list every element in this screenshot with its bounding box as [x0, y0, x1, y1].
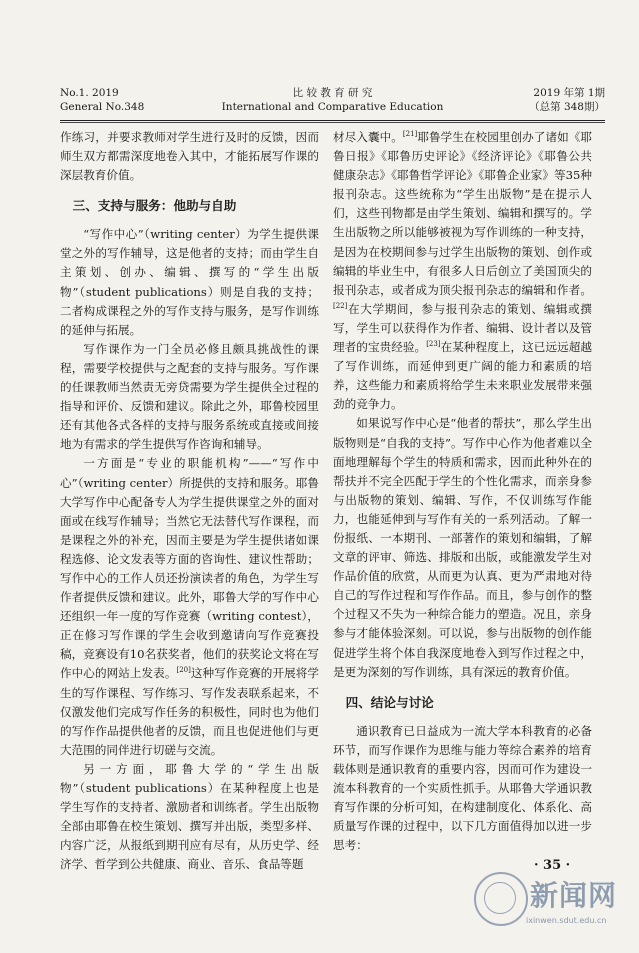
journal-title-en: International and Comparative Education	[221, 101, 444, 113]
text-run: 在大学期间，参与报刊杂志的策划、编辑或撰写，学生可以获得作为作者、编辑、设计者以及管理者的宝贵经验。	[333, 301, 592, 355]
watermark	[474, 868, 634, 948]
text-run: 一方面是“专业的职能机构”——“写作中心”（writing center）所提供的支持和服务。耶鲁大学写作中心配备专人为学生提供课堂之外的面对面或在线写作辅导；当然它无法替代写作课程，而是课程之外的补充，因而主要是为学生提供诸如课程选修、论文发表等方面的咨询性、建议性帮助；写作中心的工作人员还扮演读者的角色，为学生写作者提供反馈和建议。此外，耶鲁大学的写作中心还组织一年一度的写作竞赛（writing contest），正在修习写作课的学生会收到邀请向写作竞赛投稿，竞赛设有10名获奖者，他们的获奖论文将在写作中心的网站上发表。	[60, 456, 319, 681]
left-column	[60, 128, 319, 874]
citation-ref: [21]	[402, 130, 418, 139]
paragraph: 另一方面，耶鲁大学的“学生出版物”（student publications）在某种程度上也是学生写作的支持者、激励者和训练者。学生出版物全部由耶鲁在校生策划、撰写并出版，类型多样、内容广泛，从报纸到期刊应有尽有，从历史学、经济学、哲学到公共健康、商业、音乐、食品等题	[60, 761, 319, 872]
paragraph: 通识教育已日益成为一流大学本科教育的必备环节，而写作课作为思维与能力等综合素养的培育载体则是通识教育的重要内容，因而可作为建设一流本科教育的一个实质性抓手。从耶鲁大学通识教育写作课的分析可知，在构建制度化、体系化、高质量写作课的过程中，以下几方面值得加以进一步思考：	[333, 723, 592, 853]
header-rule-thin	[60, 122, 605, 123]
header-center	[60, 86, 605, 114]
section-heading-4: 四、结论与讨论	[345, 694, 434, 710]
text-run: 这种写作竞赛的开展将学生的写作课程、写作练习、写作发表联系起来，不仅激发他们完成写作任务的积极性，同时也为他们的写作作品提供他者的反馈，而且也促进他们与更大范围的同伴进行切磋与交流。	[60, 666, 319, 757]
page-number: · 35 ·	[534, 858, 571, 873]
university-seal-icon	[474, 872, 528, 926]
journal-title-cn: 比 较 教 育 研 究	[292, 87, 373, 99]
general-cn: （总第 348期）	[529, 101, 605, 113]
text-run: 在某种程度上，这已远远超越了写作训练，而延伸到更广阔的能力和素质的培养，这些能力和素质将给学生未来职业发展带来强劲的竞争力。	[333, 340, 592, 412]
citation-ref: [20]	[176, 666, 191, 675]
issue-cn: 2019 年第 1期	[533, 87, 605, 99]
citation-ref: [23]	[426, 340, 441, 349]
page-header	[60, 86, 605, 120]
paragraph: 如果说写作中心是“他者的帮扶”，那么学生出版物则是“自我的支持”。写作中心作为他者难以全面地理解每个学生的特质和需求，因而此种外在的帮扶并不完全匹配于学生的个性化需求，而亲身参与出版物的策划、编辑、写作，不仅训练写作能力，也能延伸到与写作有关的一系列活动。了解一份报纸、一本期刊、一部著作的策划和编辑，了解文章的评审、筛选、排版和出版，或能激发学生对作品价值的欣赏，从而更为认真、更为严肃地对待自己的写作过程和写作作品。而且，参与创作的整个过程又不失为一种综合能力的塑造。况且，亲身参与才能体验深刻。可以说，参与出版物的创作能促进学生将个体自我深度地卷入到写作过程之中，是更为深刻的写作训练，具有深远的教育价值。	[333, 416, 592, 679]
paragraph: “写作中心”（writing center）为学生提供课堂之外的写作辅导，这是他者的支持；而由学生自主策划、创办、编辑、撰写的“学生出版物”（student publications）则是自我的支持；二者构成课程之外的写作支持与服务，是写作训练的延伸与拓展。	[60, 227, 319, 337]
text-run: 材尽入囊中。	[333, 130, 403, 144]
paragraph	[333, 128, 592, 414]
issue-en: No.1. 2019	[60, 87, 119, 99]
citation-ref: [22]	[333, 301, 348, 310]
paragraph: 作练习，并要求教师对学生进行及时的反馈，因而师生双方都需深度地卷入其中，才能拓展写作课的深层教育价值。	[60, 130, 319, 183]
general-en: General No.348	[60, 101, 145, 113]
header-right	[529, 86, 605, 114]
paragraph	[60, 454, 319, 760]
header-rule	[60, 120, 605, 121]
paragraph: 写作课作为一门全员必修且颇具挑战性的课程，需要学校提供与之配套的支持与服务。写作课的任课教师当然责无旁贷需要为学生提供全过程的指导和评价、反馈和建议。除此之外，耶鲁校园里还有其他各式各样的支持与服务系统或直接或间接地为有需求的学生提供写作咨询和辅导。	[60, 341, 319, 452]
watermark-url: ixinwen.sdut.edu.cn	[526, 916, 607, 925]
section-heading-3: 三、支持与服务：他助与自助	[72, 198, 237, 214]
text-run: 耶鲁学生在校园里创办了诸如《耶鲁日报》《耶鲁历史评论》《经济评论》《耶鲁公共健康杂志》《耶鲁哲学评论》《耶鲁企业家》等35种报刊杂志。这些统称为“学生出版物”是在提示人们，这些刊物都是由学生策划、编辑和撰写的。学生出版物之所以能够被视为写作训练的一种支持，是因为在校期间参与过学生出版物的策划、创作或编辑的毕业生中，有很多人日后创立了美国顶尖的报刊杂志，或者成为顶尖报刊杂志的编辑和作者。	[333, 130, 592, 297]
right-column	[333, 128, 592, 855]
watermark-text: 新闻网	[530, 879, 618, 912]
